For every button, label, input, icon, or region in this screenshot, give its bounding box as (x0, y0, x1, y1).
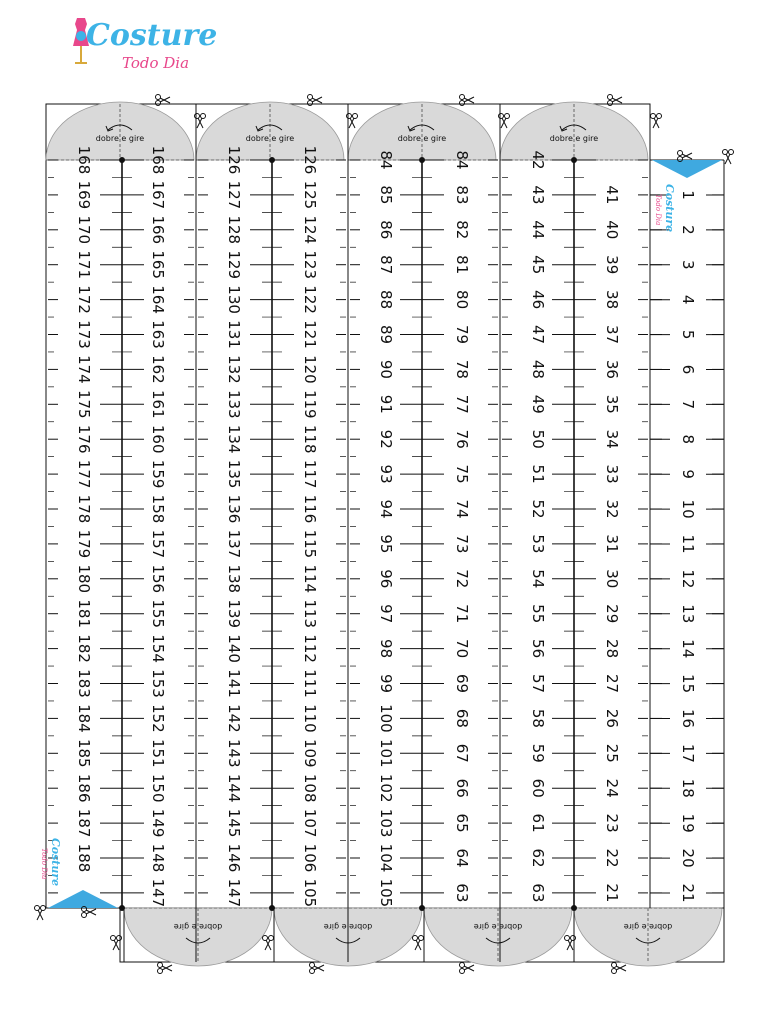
tape-number: 123 (301, 250, 319, 280)
tape-number: 139 (225, 599, 243, 629)
tape-number: 29 (603, 604, 621, 624)
tape-number: 40 (603, 220, 621, 240)
tape-number: 90 (377, 359, 395, 379)
brand-name-line1: Costure (86, 18, 218, 53)
tape-number: 159 (149, 459, 167, 489)
tape-number: 120 (301, 355, 319, 384)
tape-number: 42 (529, 150, 547, 170)
tape-number: 155 (149, 599, 167, 629)
tape-number: 63 (529, 883, 547, 903)
fold-label: dobre e gire (397, 134, 447, 143)
tape-number: 91 (377, 394, 395, 414)
tape-number: 36 (603, 359, 621, 379)
fold-label: dobre e gire (95, 134, 145, 143)
tape-number: 20 (679, 848, 697, 868)
mini-logo (654, 184, 676, 232)
fold-label: dobre e gire (623, 922, 673, 931)
scissors-icon (263, 936, 274, 951)
tape-number: 39 (603, 255, 621, 275)
scissors-icon (413, 936, 424, 951)
tape-number: 49 (529, 394, 547, 414)
tape-number: 163 (149, 320, 167, 349)
tape-number: 54 (529, 569, 547, 589)
tape-number: 32 (603, 499, 621, 519)
fold-label: dobre e gire (245, 134, 295, 143)
tape-number: 137 (225, 529, 243, 559)
tape-number: 22 (603, 848, 621, 868)
tape-number: 12 (679, 569, 697, 589)
tape-number: 177 (75, 459, 93, 489)
tape-number: 89 (377, 324, 395, 345)
tape-number: 21 (679, 883, 697, 903)
tape-number: 101 (377, 738, 395, 768)
tape-number: 59 (529, 743, 547, 763)
tape-number: 67 (453, 743, 471, 763)
tape-number: 124 (301, 215, 319, 245)
tape-number: 84 (453, 150, 471, 170)
tape-number: 140 (225, 634, 243, 663)
tape-number: 168 (75, 145, 93, 175)
tape-number: 95 (377, 534, 395, 554)
tape-number: 118 (301, 424, 319, 454)
tape-number: 179 (75, 529, 93, 559)
tape-number: 69 (453, 673, 471, 694)
tape-number: 154 (149, 634, 167, 663)
tape-number: 38 (603, 290, 621, 310)
tape-number: 77 (453, 394, 471, 414)
tape-number: 126 (301, 145, 319, 175)
tape-number: 147 (149, 878, 167, 908)
tape-number: 56 (529, 639, 547, 659)
tape-number: 130 (225, 285, 243, 314)
mini-logo-text: Costure (49, 838, 62, 887)
tape-number: 6 (679, 364, 697, 375)
tape-number: 75 (453, 464, 471, 484)
fold-cap-bottom (424, 908, 572, 966)
fold-label: dobre e gire (549, 134, 599, 143)
tape-number: 2 (679, 225, 697, 235)
tape-number: 33 (603, 464, 621, 484)
tape-number: 26 (603, 708, 621, 728)
tape-number: 100 (377, 704, 395, 733)
tape-number: 47 (529, 324, 547, 345)
tape-number: 34 (603, 429, 621, 449)
tape-number: 55 (529, 604, 547, 624)
tape-number: 18 (679, 778, 697, 798)
tape-number: 31 (603, 534, 621, 554)
tape-number: 113 (301, 599, 319, 629)
tape-number: 24 (603, 778, 621, 798)
tape-number: 28 (603, 639, 621, 659)
tape-number: 17 (679, 743, 697, 763)
tape-number: 135 (225, 459, 243, 489)
tape-number: 23 (603, 813, 621, 833)
tape-number: 182 (75, 634, 93, 663)
tape-number: 78 (453, 359, 471, 379)
tape-number: 121 (301, 320, 319, 349)
tape-number: 156 (149, 564, 167, 594)
tape-number: 14 (679, 639, 697, 659)
tape-number: 183 (75, 669, 93, 698)
tape-number: 10 (679, 499, 697, 519)
tape-number: 114 (301, 564, 319, 594)
tape-number: 65 (453, 813, 471, 833)
tape-end-dot (269, 905, 275, 911)
tape-number: 105 (301, 878, 319, 908)
tape-number: 3 (679, 260, 697, 270)
tape-number: 166 (149, 215, 167, 245)
tape-number: 50 (529, 429, 547, 449)
tape-number: 112 (301, 634, 319, 663)
tape-number: 185 (75, 738, 93, 768)
tape-number: 15 (679, 674, 697, 694)
scissors-icon (651, 114, 662, 129)
tape-number: 161 (149, 389, 167, 419)
tape-number: 117 (301, 459, 319, 489)
tape-number: 99 (377, 673, 395, 694)
tape-number: 5 (679, 329, 697, 340)
tape-number: 107 (301, 808, 319, 838)
tape-end-dot (571, 905, 577, 911)
mini-logo-text: Todo Dia (40, 848, 48, 880)
tape-number: 148 (149, 843, 167, 873)
tape-number: 127 (225, 180, 243, 210)
tape-number: 79 (453, 324, 471, 345)
tape-number: 72 (453, 569, 471, 589)
tape-end-dot (119, 905, 125, 911)
tape-number: 143 (225, 738, 243, 768)
mini-logo-text: Todo Dia (654, 194, 662, 226)
tape-number: 160 (149, 424, 167, 454)
tape-number: 71 (453, 604, 471, 624)
tape-end-dot (419, 905, 425, 911)
tape-number: 7 (679, 399, 697, 410)
tape-number: 103 (377, 808, 395, 838)
mini-logo (40, 838, 62, 886)
tape-number: 150 (149, 773, 167, 803)
tape-number: 172 (75, 285, 93, 314)
tape-number: 175 (75, 389, 93, 419)
tape-number: 153 (149, 669, 167, 698)
mini-logo-text: Costure (663, 184, 676, 233)
tape-number: 115 (301, 529, 319, 559)
tape-number: 16 (679, 708, 697, 729)
tape-number: 8 (679, 434, 697, 445)
tape-number: 27 (603, 673, 621, 694)
tape-number: 142 (225, 704, 243, 733)
tape-number: 53 (529, 534, 547, 554)
tape-number: 149 (149, 808, 167, 838)
tape-number: 105 (377, 878, 395, 908)
tape-number: 188 (75, 843, 93, 873)
tape-number: 168 (149, 145, 167, 175)
tape-number: 80 (453, 290, 471, 310)
tape-number: 146 (225, 843, 243, 873)
tape-number: 110 (301, 704, 319, 733)
tape-number: 151 (149, 738, 167, 768)
tape-number: 61 (529, 813, 547, 833)
fold-label: dobre e gire (473, 922, 523, 931)
tape-number: 129 (225, 250, 243, 280)
tape-number: 21 (603, 883, 621, 903)
tape-number: 98 (377, 639, 395, 659)
tape-number: 133 (225, 389, 243, 419)
tape-number: 93 (377, 464, 395, 484)
tape-number: 104 (377, 843, 395, 873)
tape-number: 83 (453, 185, 471, 205)
fold-label: dobre e gire (173, 922, 223, 931)
tape-number: 51 (529, 464, 547, 484)
tape-number: 181 (75, 599, 93, 629)
tape-number: 62 (529, 848, 547, 868)
tape-number: 4 (679, 294, 697, 305)
fold-cap-bottom (574, 908, 722, 966)
tape-number: 11 (679, 534, 697, 554)
tape-number: 45 (529, 255, 547, 275)
blue-marker-triangle (652, 160, 722, 178)
tape-number: 178 (75, 494, 93, 524)
tape-number: 141 (225, 669, 243, 698)
tape-number: 44 (529, 220, 547, 240)
tape-number: 171 (75, 250, 93, 280)
tape-number: 165 (149, 250, 167, 280)
tape-number: 60 (529, 778, 547, 798)
tape-number: 180 (75, 564, 93, 594)
tape-number: 85 (377, 185, 395, 205)
tape-number: 184 (75, 704, 93, 733)
tape-number: 170 (75, 215, 93, 245)
tape-number: 13 (679, 604, 697, 624)
tape-number: 58 (529, 708, 547, 728)
tape-number: 87 (377, 255, 395, 275)
brand-name-line2: Todo Dia (122, 54, 190, 72)
tape-number: 46 (529, 290, 547, 310)
tape-number: 173 (75, 320, 93, 349)
tape-number: 73 (453, 534, 471, 554)
tape-number: 94 (377, 499, 395, 519)
tape-number: 174 (75, 355, 93, 384)
tape-number: 30 (603, 569, 621, 589)
tape-number: 82 (453, 220, 471, 240)
scissors-icon (310, 963, 325, 974)
tape-number: 25 (603, 743, 621, 763)
scissors-icon (612, 963, 627, 974)
tape-number: 128 (225, 215, 243, 245)
tape-number: 116 (301, 494, 319, 524)
tape-number: 145 (225, 808, 243, 838)
tape-number: 64 (453, 848, 471, 868)
tape-number: 76 (453, 429, 471, 449)
tape-number: 144 (225, 773, 243, 803)
tape-number: 111 (301, 669, 319, 698)
tape-number: 187 (75, 808, 93, 838)
tape-number: 37 (603, 324, 621, 345)
tape-number: 186 (75, 773, 93, 803)
tape-number: 122 (301, 285, 319, 314)
tape-number: 41 (603, 185, 621, 205)
tape-number: 57 (529, 673, 547, 694)
tape-number: 152 (149, 704, 167, 733)
tape-number: 35 (603, 394, 621, 414)
tape-number: 109 (301, 738, 319, 768)
tape-number: 125 (301, 180, 319, 210)
tape-number: 108 (301, 773, 319, 803)
tape-number: 134 (225, 424, 243, 454)
tape-number: 68 (453, 708, 471, 728)
tape-number: 164 (149, 285, 167, 314)
tape-number: 136 (225, 494, 243, 524)
tape-number: 131 (225, 320, 243, 349)
tape-number: 74 (453, 499, 471, 519)
tape-number: 43 (529, 185, 547, 205)
tape-number: 9 (679, 469, 697, 479)
tape-number: 138 (225, 564, 243, 594)
tape-number: 126 (225, 145, 243, 175)
tape-number: 52 (529, 499, 547, 519)
tape-number: 97 (377, 604, 395, 624)
tape-number: 88 (377, 290, 395, 310)
tape-number: 84 (377, 150, 395, 170)
tape-number: 162 (149, 355, 167, 384)
scissors-icon (158, 963, 173, 974)
tape-number: 81 (453, 255, 471, 275)
tape-number: 147 (225, 878, 243, 908)
tape-number: 48 (529, 359, 547, 379)
tape-number: 70 (453, 639, 471, 659)
fold-label: dobre e gire (323, 922, 373, 931)
tape-number: 157 (149, 529, 167, 559)
tape-number: 132 (225, 355, 243, 384)
tape-number: 19 (679, 813, 697, 833)
tape-number: 66 (453, 778, 471, 798)
tape-number: 92 (377, 429, 395, 449)
tape-number: 167 (149, 180, 167, 210)
tape-number: 119 (301, 389, 319, 419)
tape-number: 86 (377, 220, 395, 240)
tape-number: 1 (679, 190, 697, 200)
tape-number: 106 (301, 843, 319, 873)
tape-number: 63 (453, 883, 471, 903)
tape-number: 176 (75, 424, 93, 454)
scissors-icon (35, 906, 46, 921)
tape-number: 169 (75, 180, 93, 210)
tape-number: 158 (149, 494, 167, 524)
tape-number: 96 (377, 569, 395, 589)
tape-number: 102 (377, 773, 395, 803)
scissors-icon (460, 963, 475, 974)
fold-cap-bottom (124, 908, 272, 966)
